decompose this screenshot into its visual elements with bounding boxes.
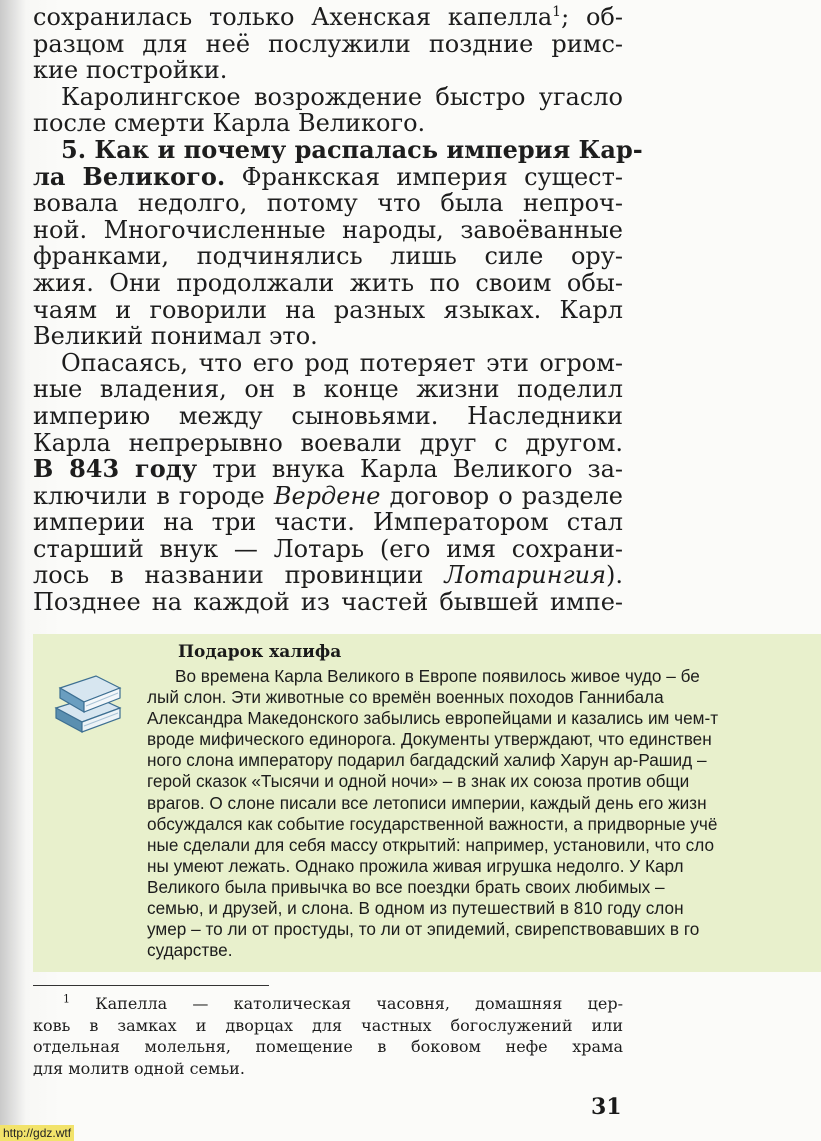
box-line: Великого была привычка во все поездки брать своих любимых – bbox=[147, 876, 665, 897]
text-line: Великий понимал это. bbox=[33, 322, 318, 351]
text-line: после смерти Карла Великого. bbox=[33, 109, 426, 138]
box-line: семью, и друзей, и слона. В одном из путешествий в 810 году слон bbox=[147, 898, 684, 919]
text-line: ной. Многочисленные народы, завоёванные bbox=[33, 215, 623, 244]
box-line: сударстве. bbox=[147, 940, 233, 961]
footnote bbox=[33, 993, 623, 1079]
text-fragment: сохранилась только Ахенская капелла bbox=[33, 3, 553, 31]
box-line: врагов. О слоне писали все летописи империи, каждый день его жизн bbox=[147, 792, 707, 813]
main-text bbox=[33, 3, 643, 617]
box-line: вроде мифического единорога. Документы утверждают, что единствен bbox=[147, 729, 712, 750]
box-title: Подарок халифа bbox=[178, 642, 342, 662]
text-fragment: ключили в городе bbox=[33, 481, 265, 510]
text-line bbox=[33, 161, 623, 191]
box-line: ные сделали для себя массу открытий: например, установили, что сло bbox=[147, 834, 715, 855]
text-fragment: Капелла — католическая часовня, домашняя цер- bbox=[95, 994, 623, 1013]
term-lotaringia: Лотарингия bbox=[444, 561, 606, 590]
box-line: лый слон. Эти животные со времён военных походов Ганнибала bbox=[147, 687, 664, 708]
heading-fragment: 5. Как и почему распалась империя Кар- bbox=[61, 134, 643, 164]
footnote-marker: 1 bbox=[63, 992, 70, 1006]
year-highlight: В 843 году bbox=[33, 454, 198, 484]
text-line bbox=[33, 562, 623, 589]
text-line bbox=[33, 483, 623, 510]
footnote-line: отдельная молельня, помещение в боковом нефе храма bbox=[33, 1037, 623, 1056]
box-line: ного слона императору подарил багдадский халиф Харун ар-Рашид – bbox=[147, 750, 707, 771]
box-line: Александра Македонского забылись европейцами и казались им чем-т bbox=[147, 708, 719, 729]
text-line: Опасаясь, что его род потеряет эти огром- bbox=[61, 348, 623, 377]
text-line bbox=[33, 4, 623, 31]
term-verden: Вердене bbox=[273, 481, 381, 510]
box-line: умер – то ли от простуды, то ли от эпидемий, свирепствовавших в го bbox=[147, 919, 700, 940]
text-fragment: ). bbox=[606, 561, 623, 590]
footnote-line bbox=[33, 993, 623, 1015]
text-line: ные владения, он в конце жизни поделил bbox=[33, 375, 623, 404]
text-line: франками, подчинялись лишь силе ору- bbox=[33, 242, 623, 271]
text-line: империи на три части. Императором стал bbox=[33, 508, 623, 537]
text-fragment: ; об- bbox=[561, 3, 623, 31]
text-fragment: Франкская империя сущест- bbox=[241, 162, 623, 191]
footnote-ref[interactable]: 1 bbox=[552, 4, 562, 20]
text-line: империю между сыновьями. Наследники bbox=[33, 401, 623, 430]
text-line: Каролингское возрождение быстро угасло bbox=[61, 82, 623, 111]
text-line bbox=[33, 456, 623, 483]
box-line: обсуждался как событие государственной важности, а придворные учё bbox=[147, 813, 718, 834]
watermark-link[interactable]: http://gdz.wtf bbox=[0, 1125, 74, 1141]
page-number: 31 bbox=[591, 1094, 622, 1120]
text-line: старший внук — Лотарь (его имя сохрани- bbox=[33, 534, 623, 563]
box-text bbox=[147, 666, 821, 961]
text-fragment: лось в названии провинции bbox=[33, 561, 424, 590]
section-heading bbox=[33, 134, 643, 164]
box-line: Во времена Карла Великого в Европе появилось живое чудо – бе bbox=[175, 666, 700, 686]
text-line: чаям и говорили на разных языках. Карл bbox=[33, 295, 623, 324]
text-line: кие постройки. bbox=[33, 56, 228, 85]
footnote-divider bbox=[33, 985, 269, 986]
box-line: герой сказок «Тысячи и одной ночи» – в знак их союза против общи bbox=[147, 771, 690, 792]
box-line: ны умеют лежать. Однако прожила живая игрушка недолго. У Карл bbox=[147, 855, 684, 876]
text-line: Карла непрерывно воевали друг с другом. bbox=[33, 428, 623, 457]
footnote-line: для молитв одной семьи. bbox=[33, 1058, 245, 1078]
text-line: вовала недолго, потому что была непроч- bbox=[33, 189, 623, 218]
text-fragment: три внука Карла Великого за- bbox=[212, 455, 623, 484]
text-line: разцом для неё послужили поздние римс- bbox=[33, 29, 623, 58]
text-line: жия. Они продолжали жить по своим обы- bbox=[33, 268, 623, 297]
heading-fragment: ла Великого. bbox=[33, 161, 226, 191]
footnote-line: ковь в замках и дворцах для частных богослужений или bbox=[33, 1015, 623, 1035]
text-line: Позднее на каждой из частей бывшей импе- bbox=[33, 588, 623, 617]
text-fragment: договор о разделе bbox=[389, 481, 623, 510]
books-icon bbox=[50, 668, 126, 740]
